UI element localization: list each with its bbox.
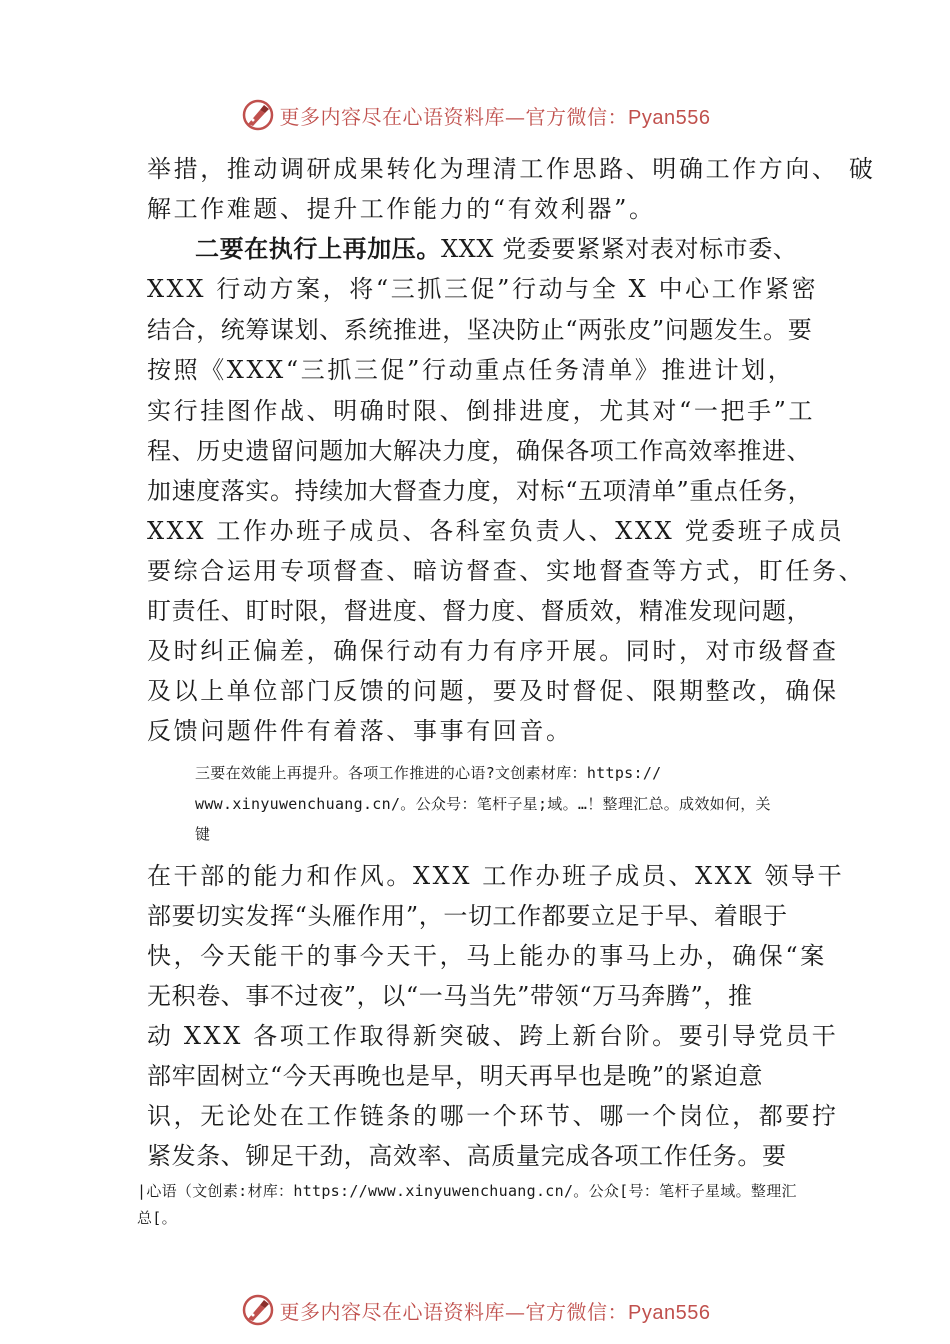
footer-note-line: 总[。 bbox=[137, 1209, 177, 1227]
section-heading: 二要在执行上再加压。 bbox=[195, 234, 441, 263]
inserted-note-line: 三要在效能上再提升。各项工作推进的心语?文创素材库：https:// bbox=[195, 764, 662, 782]
body-line: 紧发条、铆足干劲，高效率、高质量完成各项工作任务。要 bbox=[147, 1142, 787, 1170]
body-line: 加速度落实。持续加大督查力度，对标“五项清单”重点任务， bbox=[147, 477, 813, 505]
header-banner bbox=[0, 95, 950, 135]
body-line: 部牢固树立“今天再晚也是早，明天再早也是晚”的紧迫意 bbox=[147, 1062, 764, 1090]
body-line: 程、历史遗留问题加大解决力度，确保各项工作高效率推进、 bbox=[147, 437, 812, 465]
body-line: 及以上单位部门反馈的问题，要及时督促、限期整改，确保 bbox=[147, 677, 839, 705]
body-line: 部要切实发挥“头雁作用”，一切工作都要立足于早、着眼于 bbox=[147, 902, 788, 930]
footer-banner bbox=[0, 1290, 950, 1330]
inserted-note-line: www.xinyuwenchuang.cn/。公众号：笔杆子星;域。…！整理汇总。成效如何，关 bbox=[195, 795, 771, 813]
body-line: 二要在执行上再加压。XXX 党委要紧紧对表对标市委、 bbox=[195, 234, 798, 263]
banner-text: 更多内容尽在心语资料库—官方微信：Pyan556 bbox=[279, 1299, 711, 1324]
footer-note-line: |心语（文创素:材库：https://www.xinyuwenchuang.cn/。公众[号：笔杆子星域。整理汇 bbox=[137, 1182, 797, 1200]
body-line: 快，今天能干的事今天干，马上能办的事马上办，确保“案 bbox=[147, 942, 827, 970]
inserted-note-line: 键 bbox=[195, 825, 211, 843]
body-line: 识，无论处在工作链条的哪一个环节、哪一个岗位，都要拧 bbox=[147, 1102, 839, 1130]
body-line: XXX 行动方案，将“三抓三促”行动与全 X 中心工作紧密 bbox=[147, 275, 819, 303]
pen-nib-logo-icon bbox=[240, 1292, 276, 1328]
banner-text: 更多内容尽在心语资料库—官方微信：Pyan556 bbox=[279, 104, 711, 129]
body-line: 实行挂图作战、明确时限、倒排进度，尤其对“一把手”工 bbox=[147, 397, 816, 425]
body-line: 要综合运用专项督查、暗访督查、实地督查等方式，盯任务、 bbox=[147, 557, 866, 585]
body-line: XXX 工作办班子成员、各科室负责人、XXX 党委班子成员 bbox=[147, 517, 845, 545]
body-line: 结合，统筹谋划、系统推进，坚决防止“两张皮”问题发生。要 bbox=[147, 316, 813, 344]
body-line: 在干部的能力和作风。XXX 工作办班子成员、XXX 领导干 bbox=[147, 862, 845, 890]
body-line: 解工作难题、提升工作能力的“有效利器”。 bbox=[147, 195, 656, 223]
body-line: 举措，推动调研成果转化为理清工作思路、明确工作方向、 破 bbox=[147, 155, 876, 183]
body-line: 动 XXX 各项工作取得新突破、跨上新台阶。要引导党员干 bbox=[147, 1022, 839, 1050]
body-line: 及时纠正偏差，确保行动有力有序开展。同时，对市级督查 bbox=[147, 637, 839, 665]
pen-nib-logo-icon bbox=[240, 97, 276, 133]
body-line: 盯责任、盯时限，督进度、督力度、督质效，精准发现问题， bbox=[147, 597, 812, 625]
body-line: 按照《XXX“三抓三促”行动重点任务清单》推进计划， bbox=[147, 356, 795, 384]
body-line: 无积卷、事不过夜”，以“一马当先”带领“万马奔腾”，推 bbox=[147, 982, 753, 1010]
body-line: 反馈问题件件有着落、事事有回音。 bbox=[147, 717, 573, 745]
